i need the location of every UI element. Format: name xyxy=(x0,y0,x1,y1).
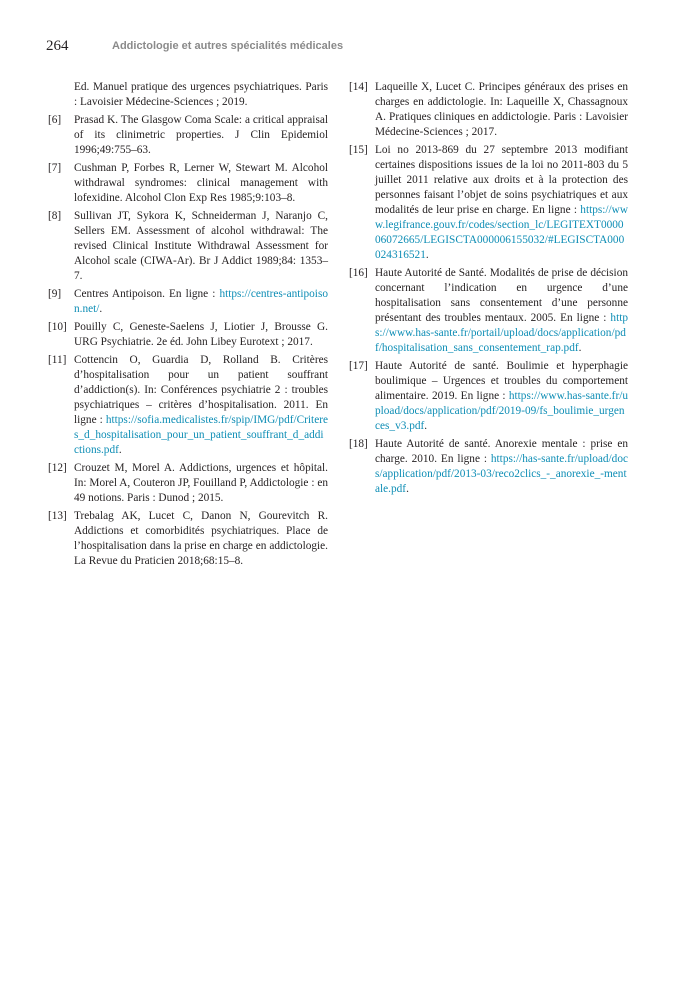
reference-link[interactable]: https://www.has-sante.fr/upload/docs/application/pdf/2019-09/fs_boulimie_urgences_v3.pdf xyxy=(375,390,628,432)
reference-end: . xyxy=(406,483,409,495)
reference-text: Loi no 2013-869 du 27 septembre 2013 modifiant certaines dispositions issues de la loi no 2011-803 du 5 juillet 2011 relative aux droits et à la protection des personnes faisant l’objet de soins psychiatriques et aux modalités de leur prise en charge. En ligne : xyxy=(375,144,628,216)
reference-number: [10] xyxy=(48,321,67,333)
page-number: 264 xyxy=(46,38,69,54)
reference-item xyxy=(48,209,328,284)
reference-number: [16] xyxy=(349,267,368,279)
reference-text: Haute Autorité de santé. Anorexie mentale : prise en charge. 2010. En ligne : xyxy=(375,438,628,465)
references-right-column xyxy=(349,80,628,500)
reference-text: Laqueille X, Lucet C. Principes généraux des prises en charges en addictologie. In: Laqueille X, Chassagnoux A. Pratiques cliniques en addictologie. Paris : Lavoisier Médecine-Sciences ; 2017. xyxy=(375,81,628,138)
references-left-column xyxy=(48,80,328,572)
reference-item xyxy=(349,143,628,263)
reference-item xyxy=(349,80,628,140)
reference-text: Haute Autorité de Santé. Modalités de prise de décision concernant l’indication en urgence d’une hospitalisation sans consentement d’une personne présentant des troubles mentaux. 2005. En ligne : xyxy=(375,267,628,324)
reference-number: [7] xyxy=(48,162,62,174)
reference-item xyxy=(48,320,328,350)
reference-text: Cushman P, Forbes R, Lerner W, Stewart M. Alcohol withdrawal syndromes: clinical management with lofexidine. Alcohol Clon Exp Res 1985;9:103–8. xyxy=(74,162,328,204)
reference-item xyxy=(48,353,328,458)
reference-text: Prasad K. The Glasgow Coma Scale: a critical appraisal of its clinimetric properties. J Clin Epidemiol 1996;49:755–63. xyxy=(74,114,328,156)
reference-end: . xyxy=(578,342,582,354)
reference-text: Centres Antipoison. En ligne : xyxy=(74,288,220,300)
reference-end: . xyxy=(118,444,122,456)
reference-item xyxy=(349,359,628,434)
reference-end: . xyxy=(99,303,103,315)
reference-link[interactable]: https://centres-antipoison.net/ xyxy=(74,288,328,315)
reference-link[interactable]: https://www.has-sante.fr/portail/upload/docs/application/pdf/hospitalisation_sans_consentement_rap.pdf xyxy=(375,312,628,354)
reference-number: [18] xyxy=(349,438,368,450)
reference-text: Haute Autorité de santé. Boulimie et hyperphagie boulimique – Urgences et troubles du comportement alimentaire. 2019. En ligne : xyxy=(375,360,628,402)
reference-number: [15] xyxy=(349,144,368,156)
reference-number: [9] xyxy=(48,288,62,300)
reference-item xyxy=(349,437,628,497)
reference-number: [11] xyxy=(48,354,67,366)
reference-number: [6] xyxy=(48,114,62,126)
reference-item xyxy=(48,461,328,506)
reference-text: Cottencin O, Guardia D, Rolland B. Critères d’hospitalisation pour un patient souffrant d’addiction(s). In: Conférences psychiatrie 2 : troubles psychiatriques – critères d’hospitalisation. 2011. En ligne : xyxy=(74,354,328,426)
reference-text: Sullivan JT, Sykora K, Schneiderman J, Naranjo C, Sellers EM. Assessment of alcohol withdrawal: The revised Clinical Institute Withdrawal Assessment for Alcohol scale (CIWA-Ar). Br J Addict 1989;84: 1353–7. xyxy=(74,210,328,282)
reference-text: Crouzet M, Morel A. Addictions, urgences et hôpital. In: Morel A, Couteron JP, Fouilland P, Addictologie : en 49 notions. Paris : Dunod ; 2015. xyxy=(74,462,328,504)
reference-text: Pouilly C, Geneste-Saelens J, Liotier J, Brousse G. URG Psychiatrie. 2e éd. John Libey Eurotext ; 2017. xyxy=(74,321,328,348)
reference-number: [12] xyxy=(48,462,67,474)
reference-number: [17] xyxy=(349,360,368,372)
reference-number: [8] xyxy=(48,210,62,222)
reference-item xyxy=(48,113,328,158)
reference-link[interactable]: https://has-sante.fr/upload/docs/application/pdf/2013-03/reco2clics_-_anorexie_-mentale.pdf xyxy=(375,453,628,495)
reference-link[interactable]: https://sofia.medicalistes.fr/spip/IMG/pdf/Criteres_d_hospitalisation_pour_un_patient_souffrant_d_addictions.pdf xyxy=(74,414,328,456)
reference-item xyxy=(48,509,328,569)
reference-text: Ed. Manuel pratique des urgences psychiatriques. Paris : Lavoisier Médecine-Sciences ; 2019. xyxy=(74,81,328,108)
reference-end: . xyxy=(425,249,429,261)
running-title: Addictologie et autres spécialités médicales xyxy=(112,40,344,52)
reference-item xyxy=(48,161,328,206)
reference-item xyxy=(48,287,328,317)
reference-number: [13] xyxy=(48,510,67,522)
reference-text: Trebalag AK, Lucet C, Danon N, Gourevitch R. Addictions et comorbidités psychiatriques. Place de l’hospitalisation dans la prise en charge en addictologie. La Revue du Praticien 2018;68:15–8. xyxy=(74,510,328,567)
reference-number: [14] xyxy=(349,81,368,93)
reference-end: . xyxy=(424,420,428,432)
reference-item xyxy=(349,266,628,356)
reference-item xyxy=(48,80,328,110)
reference-link[interactable]: https://www.legifrance.gouv.fr/codes/section_lc/LEGITEXT000006072665/LEGISCTA000006155032/#LEGISCTA000024316521 xyxy=(375,204,628,261)
page-header xyxy=(46,38,666,58)
